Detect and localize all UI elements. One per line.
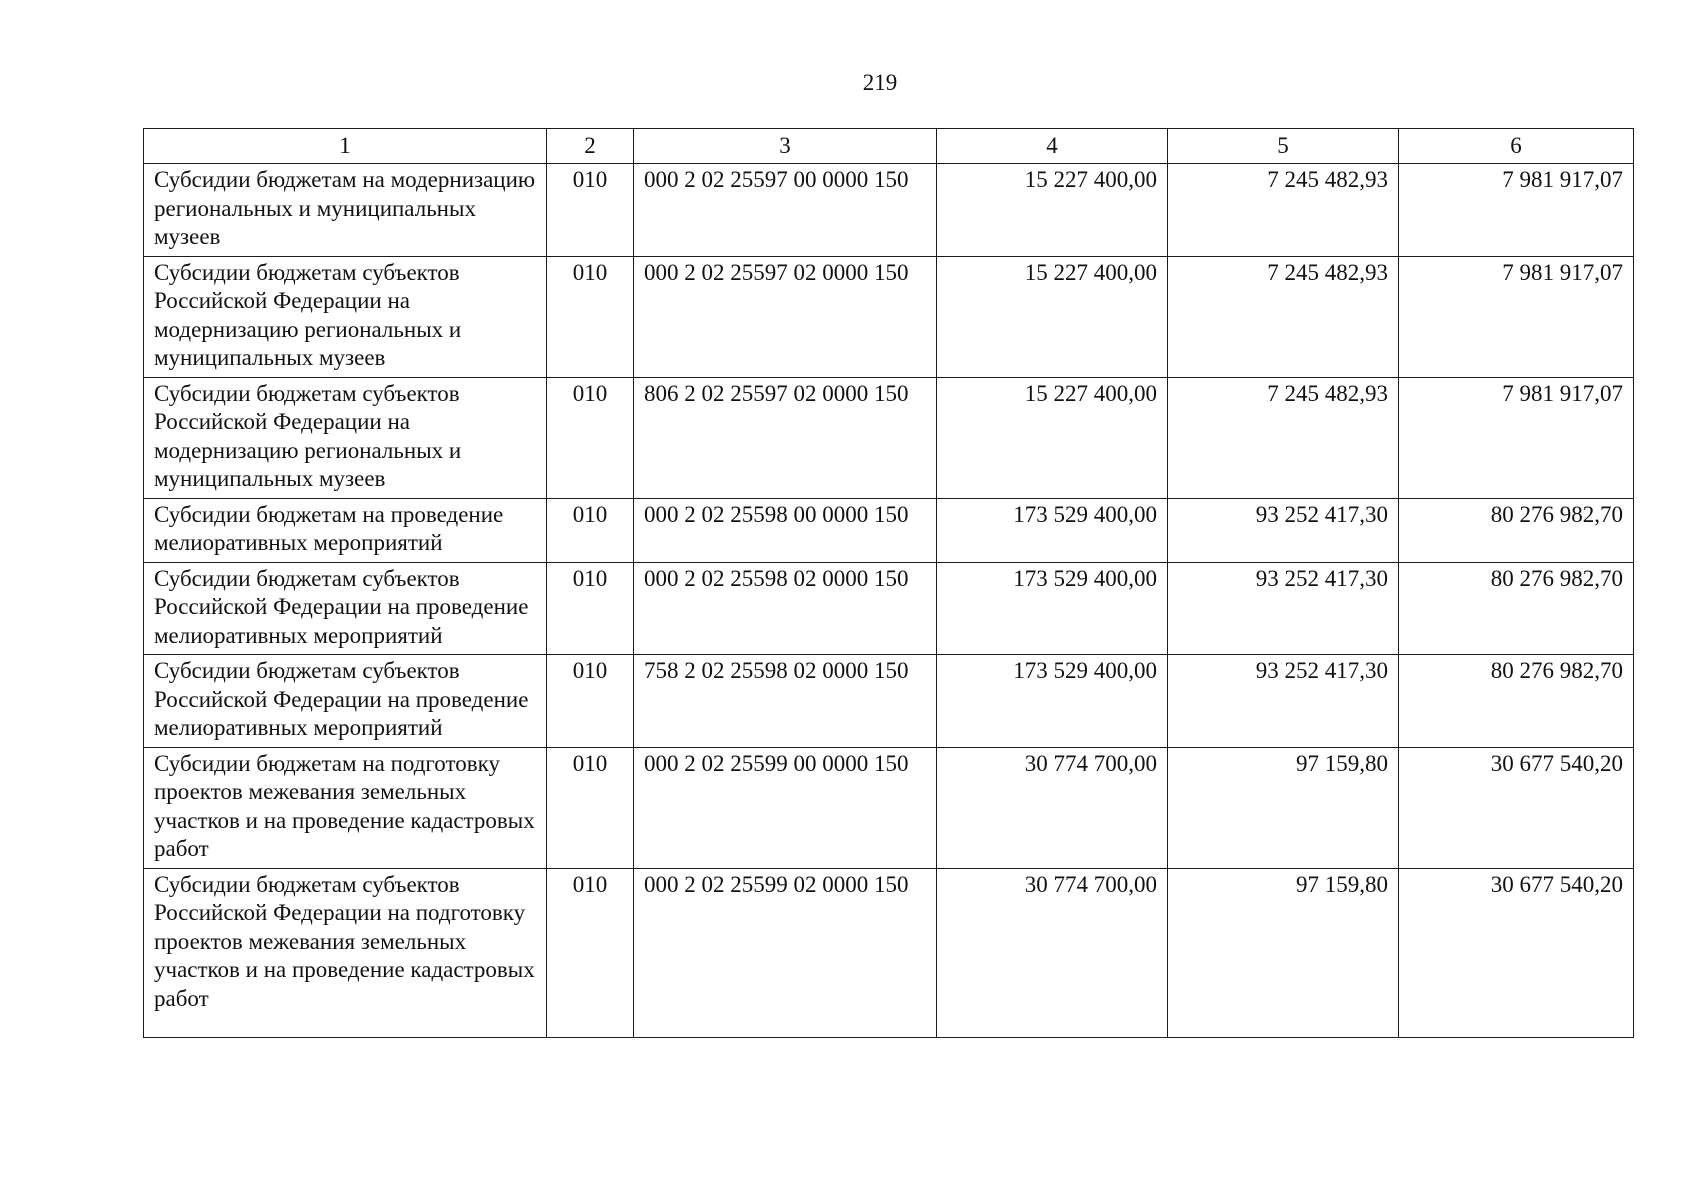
row-value-5: 93 252 417,30 [1168,562,1399,655]
row-value-4: 173 529 400,00 [937,498,1168,562]
row-value-6: 7 981 917,07 [1399,377,1634,498]
row-value-5: 7 245 482,93 [1168,377,1399,498]
row-value-5: 97 159,80 [1168,747,1399,868]
row-admin-code: 010 [547,377,634,498]
row-budget-code: 000 2 02 25597 02 0000 150 [634,256,937,377]
row-value-5: 93 252 417,30 [1168,498,1399,562]
row-name: Субсидии бюджетам субъектов Российской Федерации на подготовку проектов межевания земельных участков и на проведение кадастровых работ [144,868,547,1038]
column-header-3: 3 [634,129,937,164]
row-name: Субсидии бюджетам субъектов Российской Федерации на проведение мелиоративных мероприятий [144,562,547,655]
row-budget-code: 000 2 02 25599 02 0000 150 [634,868,937,1038]
row-name: Субсидии бюджетам на проведение мелиоративных мероприятий [144,498,547,562]
table-row [144,562,1634,655]
row-name: Субсидии бюджетам на подготовку проектов межевания земельных участков и на проведение кадастровых работ [144,747,547,868]
row-value-5: 97 159,80 [1168,868,1399,1038]
row-value-4: 173 529 400,00 [937,562,1168,655]
row-name: Субсидии бюджетам субъектов Российской Федерации на модернизацию региональных и муниципальных музеев [144,377,547,498]
table-row [144,868,1634,1038]
row-value-4: 30 774 700,00 [937,747,1168,868]
row-value-4: 30 774 700,00 [937,868,1168,1038]
row-value-6: 80 276 982,70 [1399,498,1634,562]
column-header-2: 2 [547,129,634,164]
row-value-6: 80 276 982,70 [1399,655,1634,748]
row-name: Субсидии бюджетам субъектов Российской Федерации на проведение мелиоративных мероприятий [144,655,547,748]
table-row [144,747,1634,868]
table-row [144,655,1634,748]
row-value-5: 93 252 417,30 [1168,655,1399,748]
row-value-4: 173 529 400,00 [937,655,1168,748]
table-header-row [144,129,1634,164]
row-name: Субсидии бюджетам субъектов Российской Федерации на модернизацию региональных и муниципальных музеев [144,256,547,377]
table-row [144,377,1634,498]
row-value-6: 80 276 982,70 [1399,562,1634,655]
row-admin-code: 010 [547,868,634,1038]
table-row [144,256,1634,377]
table-row [144,498,1634,562]
row-admin-code: 010 [547,164,634,257]
row-value-4: 15 227 400,00 [937,164,1168,257]
row-value-6: 7 981 917,07 [1399,164,1634,257]
row-value-5: 7 245 482,93 [1168,256,1399,377]
row-admin-code: 010 [547,498,634,562]
row-admin-code: 010 [547,256,634,377]
row-value-6: 30 677 540,20 [1399,747,1634,868]
row-budget-code: 806 2 02 25597 02 0000 150 [634,377,937,498]
row-budget-code: 758 2 02 25598 02 0000 150 [634,655,937,748]
page-number: 219 [862,70,898,95]
row-value-4: 15 227 400,00 [937,256,1168,377]
row-budget-code: 000 2 02 25597 00 0000 150 [634,164,937,257]
row-value-6: 30 677 540,20 [1399,868,1634,1038]
row-admin-code: 010 [547,562,634,655]
row-name: Субсидии бюджетам на модернизацию региональных и муниципальных музеев [144,164,547,257]
column-header-5: 5 [1168,129,1399,164]
table-row [144,164,1634,257]
row-value-6: 7 981 917,07 [1399,256,1634,377]
row-budget-code: 000 2 02 25598 00 0000 150 [634,498,937,562]
column-header-4: 4 [937,129,1168,164]
row-budget-code: 000 2 02 25599 00 0000 150 [634,747,937,868]
column-header-6: 6 [1399,129,1634,164]
row-admin-code: 010 [547,747,634,868]
row-budget-code: 000 2 02 25598 02 0000 150 [634,562,937,655]
column-header-1: 1 [144,129,547,164]
budget-table [143,128,1634,1038]
row-value-5: 7 245 482,93 [1168,164,1399,257]
row-admin-code: 010 [547,655,634,748]
row-value-4: 15 227 400,00 [937,377,1168,498]
